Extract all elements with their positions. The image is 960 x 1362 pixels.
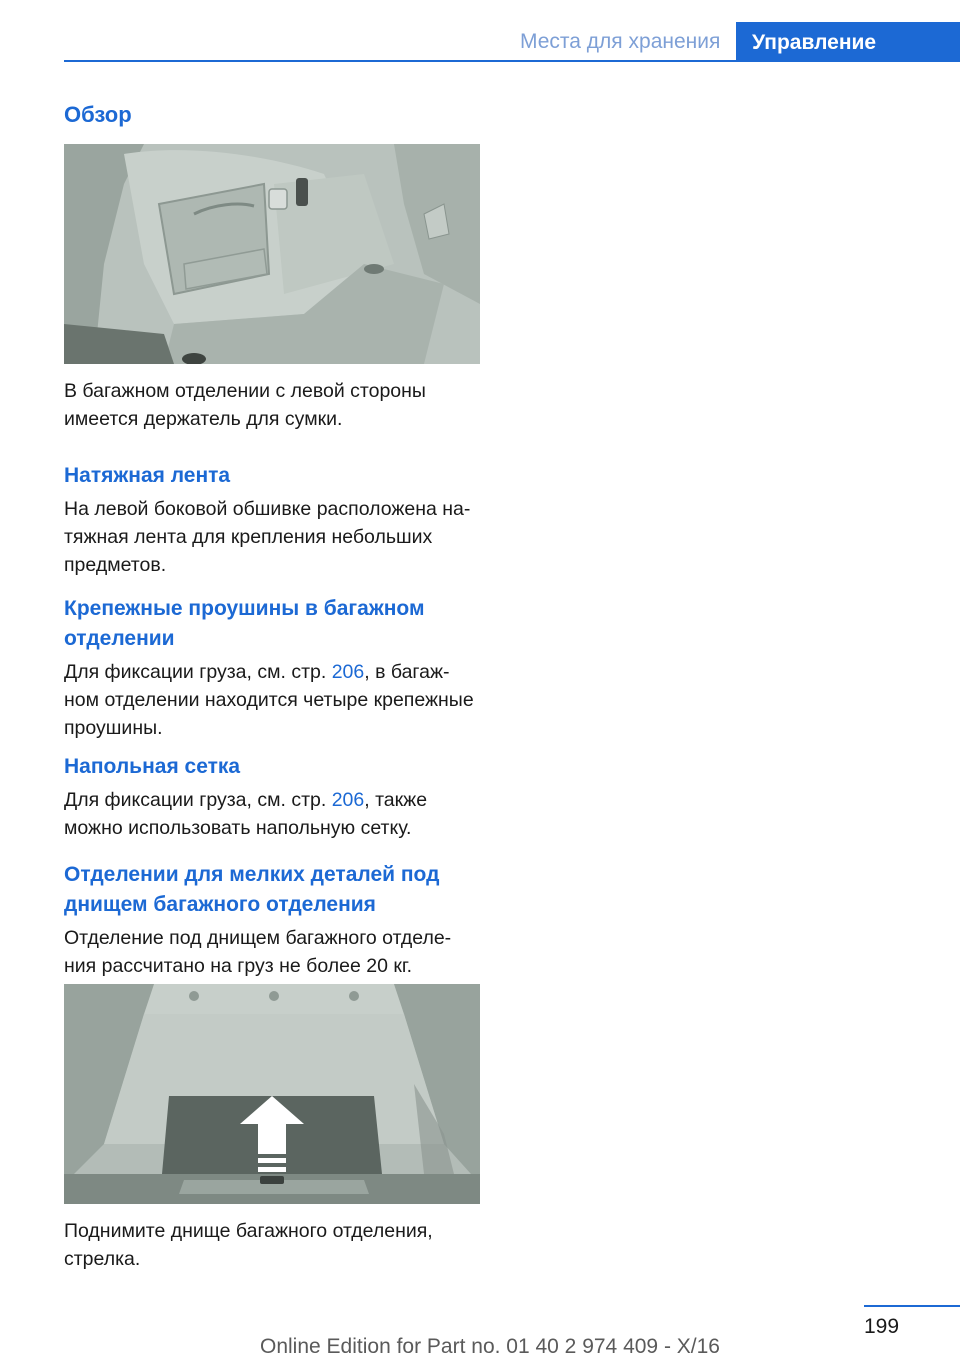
lashing-eyes-text-line: ном отделении находится четыре крепежные bbox=[64, 689, 474, 711]
text-fragment: , в багаж- bbox=[364, 661, 450, 683]
underfloor-text-line: ния рассчитано на груз не более 20 кг. bbox=[64, 955, 413, 977]
trunk-side-photo bbox=[64, 144, 480, 364]
overview-caption-line: В багажном отделении с левой стороны bbox=[64, 380, 426, 402]
header-chapter-tab: Управление bbox=[736, 22, 960, 62]
floor-net-title: Напольная сетка bbox=[64, 755, 241, 778]
footer-rule bbox=[864, 1305, 960, 1307]
lashing-eyes-text-line bbox=[64, 658, 484, 686]
trunk-side-illustration bbox=[64, 144, 480, 364]
underfloor-caption-line: Поднимите днище багажного отделения, bbox=[64, 1220, 433, 1242]
trunk-floor-photo bbox=[64, 984, 480, 1204]
overview-title: Обзор bbox=[64, 102, 132, 127]
strap-text-line: На левой боковой обшивке расположена на- bbox=[64, 498, 471, 520]
header-section-title: Места для хранения bbox=[520, 30, 721, 53]
edition-footer: Online Edition for Part no. 01 40 2 974 409 - X/16 bbox=[260, 1335, 720, 1358]
text-fragment: , также bbox=[364, 789, 428, 811]
overview-caption-line: имеется держатель для сумки. bbox=[64, 408, 343, 430]
strap-text-line: тяжная лента для крепления небольших bbox=[64, 526, 433, 548]
trunk-floor-illustration bbox=[64, 984, 480, 1204]
underfloor-caption-line: стрелка. bbox=[64, 1248, 141, 1270]
strap-text-line: предметов. bbox=[64, 554, 167, 576]
floor-net-text-line bbox=[64, 786, 484, 814]
underfloor-text-line: Отделение под днищем багажного отделе- bbox=[64, 927, 452, 949]
text-fragment: Для фиксации груза, см. стр. bbox=[64, 661, 332, 683]
lashing-eyes-title: отделении bbox=[64, 627, 175, 650]
text-fragment: Для фиксации груза, см. стр. bbox=[64, 789, 332, 811]
lashing-eyes-text-line: проушины. bbox=[64, 717, 163, 739]
page-link-206[interactable]: 206 bbox=[331, 661, 365, 683]
page-number: 199 bbox=[864, 1315, 900, 1338]
page-link-206[interactable]: 206 bbox=[331, 789, 365, 811]
strap-title: Натяжная лента bbox=[64, 464, 231, 487]
floor-net-text-line: можно использовать напольную сетку. bbox=[64, 817, 412, 839]
underfloor-title: Отделении для мелких деталей под bbox=[64, 863, 440, 886]
header-rule bbox=[64, 60, 960, 62]
underfloor-title: днищем багажного отделения bbox=[64, 893, 376, 916]
lashing-eyes-title: Крепежные проушины в багажном bbox=[64, 597, 425, 620]
